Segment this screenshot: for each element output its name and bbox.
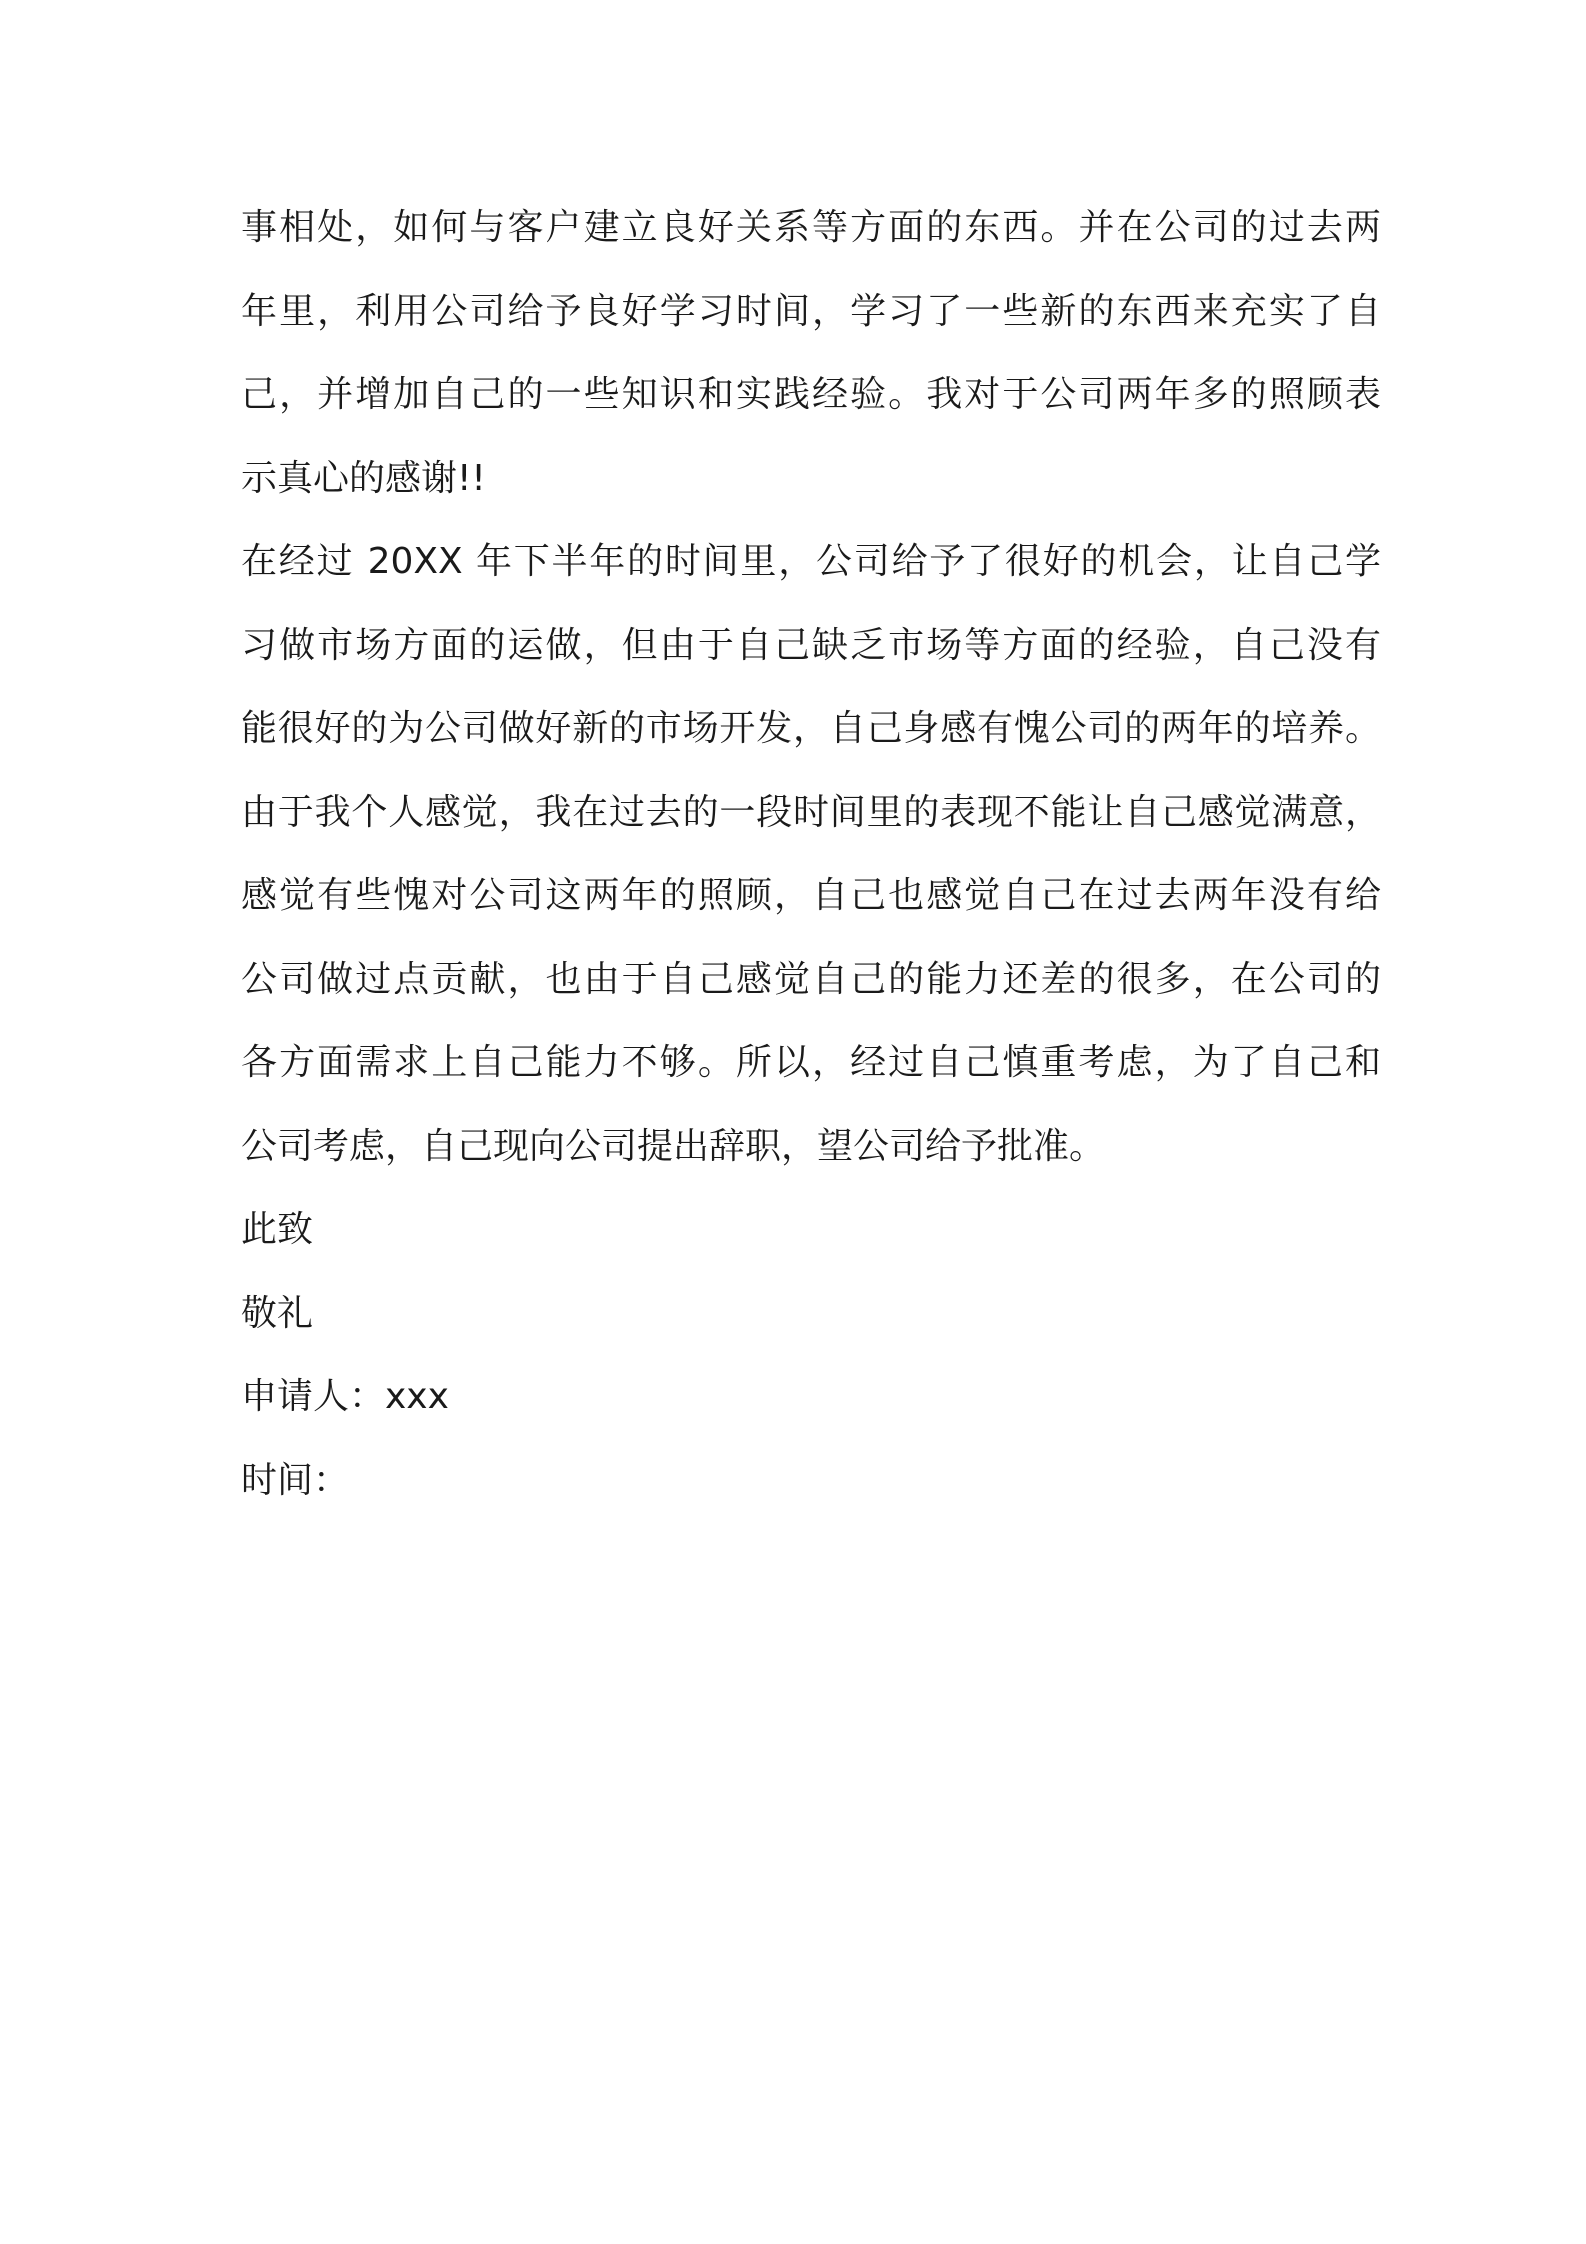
text-line: 感觉有些愧对公司这两年的照顾，自己也感觉自己在过去两年没有给 [241, 875, 1381, 916]
text-line: 年里，利用公司给予良好学习时间，学习了一些新的东西来充实了自 [241, 290, 1381, 332]
closing-salutation: 此致 [241, 1209, 314, 1250]
applicant-line: 申请人：xxx [241, 1376, 449, 1417]
text-line: 公司考虑，自己现向公司提出辞职，望公司给予批准。 [241, 1125, 1106, 1167]
text-line: 由于我个人感觉，我在过去的一段时间里的表现不能让自己感觉满意， [241, 791, 1381, 833]
text-line: 公司做过点贡献，也由于自己感觉自己的能力还差的很多，在公司的 [241, 958, 1381, 1000]
text-line: 事相处，如何与客户建立良好关系等方面的东西。并在公司的过去两 [241, 207, 1381, 248]
letter-body [241, 196, 1381, 1532]
text-line: 己，并增加自己的一些知识和实践经验。我对于公司两年多的照顾表 [241, 374, 1381, 415]
text-line: 在经过 20XX 年下半年的时间里，公司给予了很好的机会，让自己学 [241, 541, 1381, 582]
text-line: 示真心的感谢!! [241, 457, 486, 499]
date-line: 时间： [241, 1459, 350, 1501]
text-line: 习做市场方面的运做，但由于自己缺乏市场等方面的经验，自己没有 [241, 624, 1381, 666]
text-line: 各方面需求上自己能力不够。所以，经过自己慎重考虑，为了自己和 [241, 1042, 1381, 1083]
text-line: 能很好的为公司做好新的市场开发，自己身感有愧公司的两年的培养。 [241, 708, 1381, 749]
closing-regards: 敬礼 [241, 1292, 314, 1334]
